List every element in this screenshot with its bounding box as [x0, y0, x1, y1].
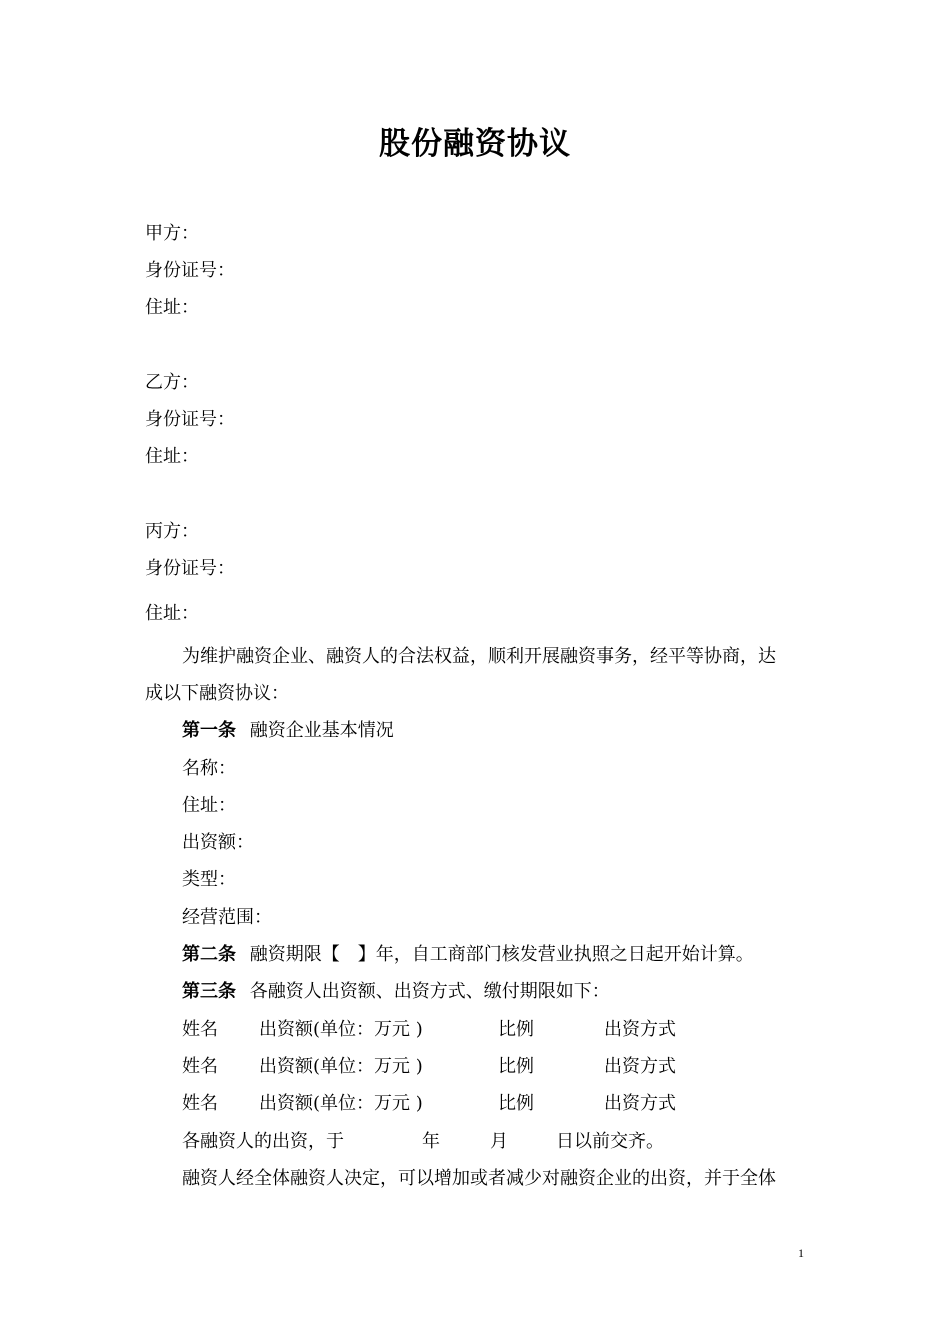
company-capital-field: 出资额： — [182, 832, 254, 853]
party-b-label: 乙方： — [145, 372, 199, 393]
row-method: 出资方式 — [604, 1093, 676, 1114]
page-number: 1 — [798, 1246, 804, 1260]
article-1-text: 融资企业基本情况 — [249, 720, 394, 741]
article-1-heading: 第一条 — [182, 720, 236, 741]
row-ratio: 比例 — [498, 1019, 534, 1040]
party-c-address-label: 住址： — [145, 603, 199, 624]
deadline-month: 月 — [490, 1131, 508, 1152]
row-method: 出资方式 — [604, 1019, 676, 1040]
preamble-line-2: 成以下融资协议： — [145, 683, 289, 704]
party-c-id-label: 身份证号： — [145, 558, 235, 579]
party-b-id-label: 身份证号： — [145, 409, 235, 430]
row-name: 姓名 — [182, 1019, 218, 1040]
article-3 — [182, 980, 610, 1004]
preamble-line-1: 为维护融资企业、融资人的合法权益，顺利开展融资事务，经平等协商，达 — [182, 646, 776, 667]
party-a-address-label: 住址： — [145, 297, 199, 318]
article-3-continuation: 融资人经全体融资人决定，可以增加或者减少对融资企业的出资，并于全体 — [182, 1168, 776, 1189]
party-c-label: 丙方： — [145, 521, 199, 542]
row-name: 姓名 — [182, 1093, 218, 1114]
row-ratio: 比例 — [498, 1093, 534, 1114]
company-type-field: 类型： — [182, 869, 236, 890]
party-a-id-label: 身份证号： — [145, 260, 235, 281]
row-amount: 出资额(单位：万元 ) — [259, 1019, 423, 1040]
company-scope-field: 经营范围： — [182, 907, 272, 928]
article-2 — [182, 943, 754, 967]
article-1 — [182, 719, 394, 743]
row-name: 姓名 — [182, 1056, 218, 1077]
row-amount: 出资额(单位：万元 ) — [259, 1056, 423, 1077]
deadline-suffix: 日以前交齐。 — [556, 1131, 664, 1152]
deadline-prefix: 各融资人的出资，于 — [182, 1131, 344, 1152]
article-2-heading: 第二条 — [182, 944, 236, 965]
article-3-text: 各融资人出资额、出资方式、缴付期限如下： — [249, 981, 610, 1002]
row-ratio: 比例 — [498, 1056, 534, 1077]
deadline-year: 年 — [422, 1131, 440, 1152]
article-2-text: 融资期限【 】年，自工商部门核发营业执照之日起开始计算。 — [249, 944, 754, 965]
article-3-heading: 第三条 — [182, 981, 236, 1002]
row-amount: 出资额(单位：万元 ) — [259, 1093, 423, 1114]
party-a-label: 甲方： — [145, 223, 199, 244]
document-title: 股份融资协议 — [379, 126, 571, 162]
company-name-field: 名称： — [182, 758, 236, 779]
party-b-address-label: 住址： — [145, 446, 199, 467]
company-address-field: 住址： — [182, 795, 236, 816]
row-method: 出资方式 — [604, 1056, 676, 1077]
